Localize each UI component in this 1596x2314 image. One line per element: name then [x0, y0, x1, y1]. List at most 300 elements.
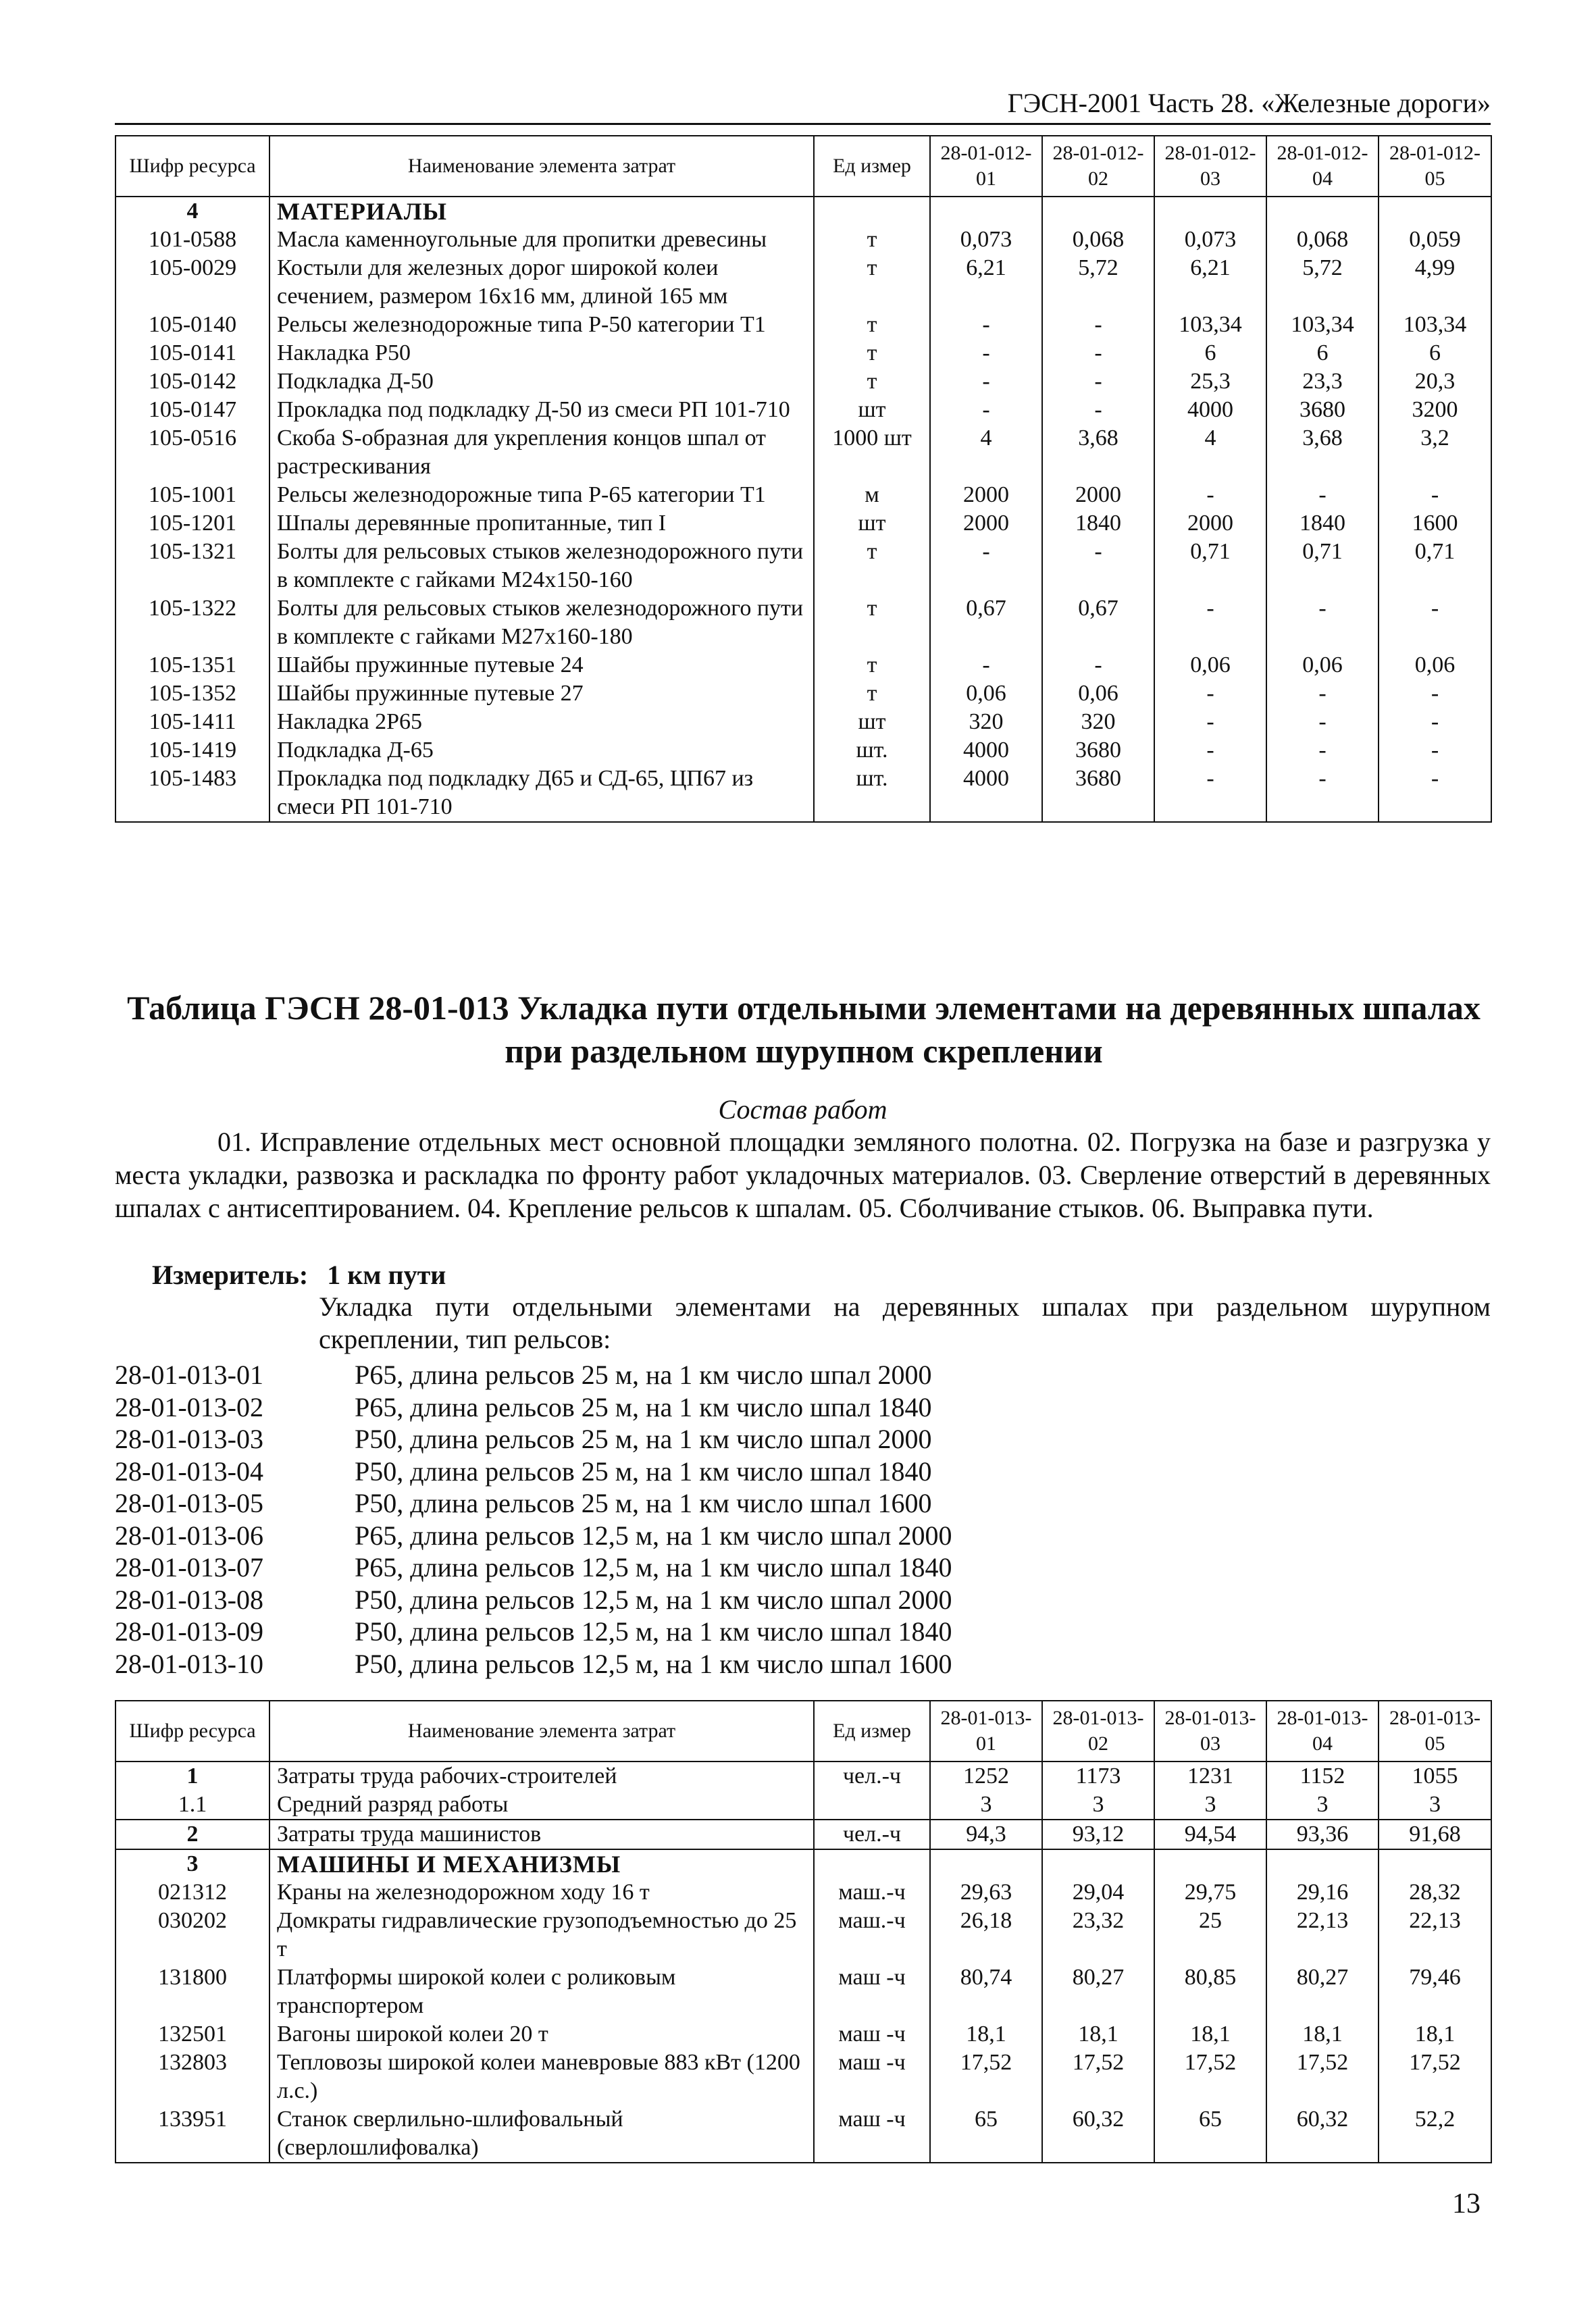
variant-row	[115, 1648, 1491, 1680]
norm-value: 6,21	[930, 254, 1042, 311]
norm-value: -	[1154, 679, 1266, 708]
unit: шт.	[814, 765, 930, 822]
table-row	[115, 311, 1491, 339]
norm-value: 6	[1266, 339, 1379, 367]
unit: шт	[814, 396, 930, 424]
resource-code: 105-0516	[115, 424, 269, 481]
labor-machines-table	[115, 1700, 1492, 2163]
table-row	[115, 1907, 1491, 1963]
norm-value: 25,3	[1154, 367, 1266, 396]
norm-value: 93,36	[1266, 1820, 1379, 1849]
cost-element-name: Подкладка Д-50	[269, 367, 814, 396]
table-row	[115, 538, 1491, 594]
unit: шт	[814, 708, 930, 736]
norm-value: 1173	[1042, 1762, 1154, 1791]
norm-value: -	[1154, 736, 1266, 765]
norm-value: -	[1379, 765, 1491, 822]
unit: шт	[814, 509, 930, 538]
table-row	[115, 2049, 1491, 2105]
cost-element-name: Прокладка под подкладку Д65 и СД-65, ЦП67 из смеси РП 101-710	[269, 765, 814, 822]
table-row	[115, 1820, 1491, 1849]
variant-row	[115, 1423, 1491, 1456]
norm-value: 5,72	[1266, 254, 1379, 311]
variants-intro: Укладка пути отдельными элементами на деревянных шпалах при раздельном шурупном скреплении, тип рельсов:	[319, 1291, 1491, 1354]
norm-value	[1042, 197, 1154, 226]
variant-description: Р50, длина рельсов 12,5 м, на 1 км число шпал 1600	[355, 1648, 952, 1679]
column-header: 28-01-012-02	[1042, 136, 1154, 197]
norm-value: 80,27	[1042, 1963, 1154, 2020]
unit: 1000 шт	[814, 424, 930, 481]
column-header: 28-01-013-02	[1042, 1701, 1154, 1762]
variant-code: 28-01-013-09	[115, 1616, 263, 1647]
cost-element-name: Рельсы железнодорожные типа Р-65 категории Т1	[269, 481, 814, 509]
cost-element-name: Болты для рельсовых стыков железнодорожного пути в комплекте с гайками М27х160-180	[269, 594, 814, 651]
norm-value: -	[1154, 594, 1266, 651]
norm-value: 0,71	[1266, 538, 1379, 594]
table-row	[115, 2105, 1491, 2163]
norm-value: 4	[930, 424, 1042, 481]
unit: т	[814, 339, 930, 367]
variant-row	[115, 1616, 1491, 1648]
cost-element-name: Шпалы деревянные пропитанные, тип I	[269, 509, 814, 538]
unit: т	[814, 367, 930, 396]
table-row	[115, 396, 1491, 424]
column-header: Ед измер	[814, 136, 930, 197]
unit: чел.-ч	[814, 1762, 930, 1791]
norm-value: 4000	[930, 765, 1042, 822]
table-row	[115, 481, 1491, 509]
norm-value: 0,06	[930, 679, 1042, 708]
norm-value: 17,52	[1042, 2049, 1154, 2105]
composition-text: 01. Исправление отдельных мест основной площадки земляного полотна. 02. Погрузка на базе и разгрузка у места укладки, развозка и раскладка по фронту работ укладочных материалов. 03. Сверление отверстий в деревянных шпалах с антисептированием. 04. Крепление рельсов к шпалам. 05. Сболчивание стыков. 06. Выправка пути.	[115, 1127, 1491, 1223]
measure-label: Измеритель:	[152, 1260, 309, 1290]
norm-value: 22,13	[1266, 1907, 1379, 1963]
norm-value	[1266, 1849, 1379, 1878]
cost-element-name: Краны на железнодорожном ходу 16 т	[269, 1878, 814, 1907]
norm-value: -	[1154, 708, 1266, 736]
variant-description: Р65, длина рельсов 12,5 м, на 1 км число шпал 2000	[355, 1520, 952, 1551]
norm-value: 0,068	[1042, 226, 1154, 254]
norm-value: 4,99	[1379, 254, 1491, 311]
cost-element-name: Тепловозы широкой колеи маневровые 883 кВт (1200 л.с.)	[269, 2049, 814, 2105]
norm-value: 1252	[930, 1762, 1042, 1791]
norm-value: 6,21	[1154, 254, 1266, 311]
norm-value: 25	[1154, 1907, 1266, 1963]
cost-element-name: Накладка Р50	[269, 339, 814, 367]
norm-value: 18,1	[1266, 2020, 1379, 2049]
header-rule	[115, 123, 1491, 125]
norm-value: 103,34	[1379, 311, 1491, 339]
resource-code: 105-0029	[115, 254, 269, 311]
variants-list	[115, 1359, 1491, 1680]
norm-value: -	[1154, 481, 1266, 509]
norm-value: 0,06	[1379, 651, 1491, 679]
resource-code: 105-1351	[115, 651, 269, 679]
unit: маш -ч	[814, 2020, 930, 2049]
column-header: Шифр ресурса	[115, 1701, 269, 1762]
variant-description: Р50, длина рельсов 12,5 м, на 1 км число шпал 2000	[355, 1584, 952, 1615]
cost-element-name: Станок сверлильно-шлифовальный (сверлошлифовалка)	[269, 2105, 814, 2163]
norm-value: -	[1042, 396, 1154, 424]
unit: т	[814, 538, 930, 594]
norm-value: 320	[930, 708, 1042, 736]
resource-code: 105-1001	[115, 481, 269, 509]
column-header: 28-01-012-03	[1154, 136, 1266, 197]
norm-value: 0,068	[1266, 226, 1379, 254]
variant-description: Р50, длина рельсов 25 м, на 1 км число шпал 1840	[355, 1456, 932, 1487]
norm-value: -	[1379, 736, 1491, 765]
norm-value: 3680	[1042, 765, 1154, 822]
column-header: Наименование элемента затрат	[269, 1701, 814, 1762]
cost-element-name: Скоба S-образная для укрепления концов шпал от растрескивания	[269, 424, 814, 481]
norm-value: 3,2	[1379, 424, 1491, 481]
norm-value: 80,85	[1154, 1963, 1266, 2020]
norm-value: 22,13	[1379, 1907, 1491, 1963]
norm-value: -	[1042, 651, 1154, 679]
norm-value: 0,073	[930, 226, 1042, 254]
resource-code: 105-1201	[115, 509, 269, 538]
norm-value: 2000	[1154, 509, 1266, 538]
norm-value: -	[930, 339, 1042, 367]
resource-code: 105-0142	[115, 367, 269, 396]
cost-element-name: Масла каменноугольные для пропитки древесины	[269, 226, 814, 254]
norm-value: 94,54	[1154, 1820, 1266, 1849]
cost-element-name: Рельсы железнодорожные типа Р-50 категории Т1	[269, 311, 814, 339]
table-row	[115, 708, 1491, 736]
norm-value	[930, 1849, 1042, 1878]
norm-value: 2000	[1042, 481, 1154, 509]
cost-element-name: Затраты труда рабочих-строителей	[269, 1762, 814, 1791]
table-row	[115, 367, 1491, 396]
norm-value: 0,06	[1042, 679, 1154, 708]
norm-value: -	[1266, 765, 1379, 822]
table-row	[115, 594, 1491, 651]
variant-code: 28-01-013-01	[115, 1360, 263, 1390]
cost-element-name: Платформы широкой колеи с роликовым транспортером	[269, 1963, 814, 2020]
table-title: Таблица ГЭСН 28-01-013 Укладка пути отдельными элементами на деревянных шпалах при раздельном шурупном скреплении	[127, 989, 1481, 1070]
norm-value: -	[1042, 367, 1154, 396]
resource-code: 132803	[115, 2049, 269, 2105]
norm-value: 3,68	[1266, 424, 1379, 481]
resource-code: 132501	[115, 2020, 269, 2049]
norm-value: 17,52	[1266, 2049, 1379, 2105]
norm-value: 6	[1154, 339, 1266, 367]
norm-value: 29,16	[1266, 1878, 1379, 1907]
norm-value: -	[930, 538, 1042, 594]
variant-row	[115, 1487, 1491, 1520]
column-header: Наименование элемента затрат	[269, 136, 814, 197]
variant-description: Р50, длина рельсов 12,5 м, на 1 км число шпал 1840	[355, 1616, 952, 1647]
resource-code: 1.1	[115, 1791, 269, 1820]
cost-element-name: Прокладка под подкладку Д-50 из смеси РП 101-710	[269, 396, 814, 424]
norm-value: 18,1	[1154, 2020, 1266, 2049]
table-row	[115, 254, 1491, 311]
norm-value: 4	[1154, 424, 1266, 481]
unit: маш.-ч	[814, 1907, 930, 1963]
norm-value: 1055	[1379, 1762, 1491, 1791]
norm-value: 60,32	[1042, 2105, 1154, 2163]
norm-value: -	[930, 396, 1042, 424]
table-header-row	[115, 1701, 1491, 1762]
column-header: Ед измер	[814, 1701, 930, 1762]
norm-value: 20,3	[1379, 367, 1491, 396]
norm-value: 3	[930, 1791, 1042, 1820]
norm-value: 17,52	[930, 2049, 1042, 2105]
table-row	[115, 651, 1491, 679]
resource-code: 101-0588	[115, 226, 269, 254]
norm-value: 0,71	[1379, 538, 1491, 594]
variant-row	[115, 1456, 1491, 1488]
measure-unit	[152, 1258, 465, 1292]
norm-value: -	[1042, 339, 1154, 367]
norm-value: 4000	[930, 736, 1042, 765]
norm-value: 94,3	[930, 1820, 1042, 1849]
norm-value: 3200	[1379, 396, 1491, 424]
column-header: 28-01-013-04	[1266, 1701, 1379, 1762]
norm-value: -	[930, 651, 1042, 679]
cost-element-name: Шайбы пружинные путевые 27	[269, 679, 814, 708]
unit	[814, 1791, 930, 1820]
norm-value: 3	[1154, 1791, 1266, 1820]
variant-code: 28-01-013-10	[115, 1648, 263, 1679]
table-row	[115, 509, 1491, 538]
variant-row	[115, 1359, 1491, 1391]
norm-value: 320	[1042, 708, 1154, 736]
norm-value: 3680	[1266, 396, 1379, 424]
norm-value: 103,34	[1266, 311, 1379, 339]
cost-element-name: МАШИНЫ И МЕХАНИЗМЫ	[269, 1849, 814, 1878]
norm-value: -	[1266, 736, 1379, 765]
unit: т	[814, 651, 930, 679]
cost-element-name: Болты для рельсовых стыков железнодорожного пути в комплекте с гайками М24х150-160	[269, 538, 814, 594]
measure-value: 1 км пути	[327, 1260, 446, 1290]
composition-heading: Состав работ	[718, 1094, 887, 1125]
norm-value: 29,63	[930, 1878, 1042, 1907]
table-row	[115, 679, 1491, 708]
norm-value	[1154, 1849, 1266, 1878]
cost-element-name: Затраты труда машинистов	[269, 1820, 814, 1849]
variant-code: 28-01-013-06	[115, 1520, 263, 1551]
column-header: 28-01-013-01	[930, 1701, 1042, 1762]
norm-value: 1840	[1266, 509, 1379, 538]
variant-row	[115, 1520, 1491, 1552]
unit: маш -ч	[814, 2049, 930, 2105]
resource-code: 105-1321	[115, 538, 269, 594]
norm-value: 6	[1379, 339, 1491, 367]
variant-description: Р50, длина рельсов 25 м, на 1 км число шпал 1600	[355, 1488, 932, 1518]
norm-value: 1840	[1042, 509, 1154, 538]
resource-code: 105-1411	[115, 708, 269, 736]
norm-value: 3,68	[1042, 424, 1154, 481]
column-header: 28-01-012-04	[1266, 136, 1379, 197]
unit: маш -ч	[814, 1963, 930, 2020]
norm-value: 65	[930, 2105, 1042, 2163]
norm-value: 91,68	[1379, 1820, 1491, 1849]
table-row	[115, 226, 1491, 254]
norm-value: 29,75	[1154, 1878, 1266, 1907]
norm-value: 0,67	[930, 594, 1042, 651]
resource-code: 131800	[115, 1963, 269, 2020]
resource-code: 105-0147	[115, 396, 269, 424]
norm-value: 23,3	[1266, 367, 1379, 396]
norm-value: 1600	[1379, 509, 1491, 538]
norm-value: 5,72	[1042, 254, 1154, 311]
norm-value: 18,1	[1042, 2020, 1154, 2049]
norm-value: 4000	[1154, 396, 1266, 424]
norm-value: -	[1266, 708, 1379, 736]
table-row	[115, 1762, 1491, 1791]
norm-value: 26,18	[930, 1907, 1042, 1963]
norm-value: -	[1266, 481, 1379, 509]
norm-value	[1266, 197, 1379, 226]
unit: шт.	[814, 736, 930, 765]
table-row	[115, 1963, 1491, 2020]
norm-value: -	[1379, 679, 1491, 708]
unit: т	[814, 311, 930, 339]
unit: маш -ч	[814, 2105, 930, 2163]
cost-element-name: Домкраты гидравлические грузоподъемностью до 25 т	[269, 1907, 814, 1963]
column-header: 28-01-013-03	[1154, 1701, 1266, 1762]
norm-value: 52,2	[1379, 2105, 1491, 2163]
norm-value: 2000	[930, 481, 1042, 509]
column-header: 28-01-013-05	[1379, 1701, 1491, 1762]
resource-code: 105-1483	[115, 765, 269, 822]
running-header: ГЭСН-2001 Часть 28. «Железные дороги»	[1007, 88, 1491, 118]
norm-value: 65	[1154, 2105, 1266, 2163]
table-row	[115, 765, 1491, 822]
norm-value: 2000	[930, 509, 1042, 538]
norm-value: -	[1154, 765, 1266, 822]
materials-table	[115, 135, 1492, 823]
unit: т	[814, 594, 930, 651]
norm-value: 103,34	[1154, 311, 1266, 339]
norm-value: 0,67	[1042, 594, 1154, 651]
norm-value: 0,06	[1266, 651, 1379, 679]
resource-code: 105-1322	[115, 594, 269, 651]
norm-value	[1379, 197, 1491, 226]
column-header: 28-01-012-01	[930, 136, 1042, 197]
variant-description: Р50, длина рельсов 25 м, на 1 км число шпал 2000	[355, 1424, 932, 1454]
variant-description: Р65, длина рельсов 25 м, на 1 км число шпал 1840	[355, 1391, 932, 1422]
cost-element-name: Накладка 2Р65	[269, 708, 814, 736]
resource-code: 4	[115, 197, 269, 226]
norm-value: -	[930, 311, 1042, 339]
variant-code: 28-01-013-05	[115, 1488, 263, 1518]
variant-code: 28-01-013-03	[115, 1424, 263, 1454]
norm-value	[930, 197, 1042, 226]
unit	[814, 197, 930, 226]
norm-value: 60,32	[1266, 2105, 1379, 2163]
cost-element-name: Вагоны широкой колеи 20 т	[269, 2020, 814, 2049]
norm-value: 80,74	[930, 1963, 1042, 2020]
norm-value: -	[1379, 594, 1491, 651]
norm-value: -	[1379, 481, 1491, 509]
norm-value	[1042, 1849, 1154, 1878]
norm-value: 0,059	[1379, 226, 1491, 254]
table-row	[115, 424, 1491, 481]
page-number: 13	[1452, 2188, 1481, 2219]
resource-code: 105-0140	[115, 311, 269, 339]
table-row	[115, 736, 1491, 765]
norm-value: 3	[1042, 1791, 1154, 1820]
unit	[814, 1849, 930, 1878]
unit: чел.-ч	[814, 1820, 930, 1849]
variant-row	[115, 1551, 1491, 1584]
norm-value: 17,52	[1379, 2049, 1491, 2105]
variant-code: 28-01-013-04	[115, 1456, 263, 1487]
unit: м	[814, 481, 930, 509]
norm-value: -	[1266, 679, 1379, 708]
variant-description: Р65, длина рельсов 12,5 м, на 1 км число шпал 1840	[355, 1552, 952, 1583]
norm-value: -	[1266, 594, 1379, 651]
resource-code: 105-1352	[115, 679, 269, 708]
norm-value: 28,32	[1379, 1878, 1491, 1907]
cost-element-name: Средний разряд работы	[269, 1791, 814, 1820]
norm-value: -	[1042, 311, 1154, 339]
norm-value: 3	[1379, 1791, 1491, 1820]
cost-element-name: Костыли для железных дорог широкой колеи сечением, размером 16х16 мм, длиной 165 мм	[269, 254, 814, 311]
resource-code: 021312	[115, 1878, 269, 1907]
norm-value: 3680	[1042, 736, 1154, 765]
norm-value: 0,073	[1154, 226, 1266, 254]
variant-row	[115, 1391, 1491, 1424]
norm-value: 0,06	[1154, 651, 1266, 679]
norm-value: -	[1379, 708, 1491, 736]
resource-code: 030202	[115, 1907, 269, 1963]
variant-description: Р65, длина рельсов 25 м, на 1 км число шпал 2000	[355, 1360, 932, 1390]
section-row	[115, 197, 1491, 226]
unit: т	[814, 226, 930, 254]
norm-value: 23,32	[1042, 1907, 1154, 1963]
table-header-row	[115, 136, 1491, 197]
norm-value	[1379, 1849, 1491, 1878]
variant-code: 28-01-013-08	[115, 1584, 263, 1615]
table-row	[115, 2020, 1491, 2049]
table-row	[115, 339, 1491, 367]
norm-value: 1152	[1266, 1762, 1379, 1791]
cost-element-name: МАТЕРИАЛЫ	[269, 197, 814, 226]
norm-value: -	[930, 367, 1042, 396]
norm-value: -	[1042, 538, 1154, 594]
resource-code: 133951	[115, 2105, 269, 2163]
norm-value: 17,52	[1154, 2049, 1266, 2105]
variant-row	[115, 1584, 1491, 1616]
norm-value	[1154, 197, 1266, 226]
resource-code: 2	[115, 1820, 269, 1849]
variant-code: 28-01-013-02	[115, 1391, 263, 1422]
norm-value: 29,04	[1042, 1878, 1154, 1907]
column-header: Шифр ресурса	[115, 136, 269, 197]
norm-value: 3	[1266, 1791, 1379, 1820]
table-row	[115, 1791, 1491, 1820]
unit: т	[814, 254, 930, 311]
unit: т	[814, 679, 930, 708]
section-row	[115, 1849, 1491, 1878]
norm-value: 93,12	[1042, 1820, 1154, 1849]
table-row	[115, 1878, 1491, 1907]
resource-code: 105-0141	[115, 339, 269, 367]
norm-value: 1231	[1154, 1762, 1266, 1791]
norm-value: 79,46	[1379, 1963, 1491, 2020]
unit: маш.-ч	[814, 1878, 930, 1907]
norm-value: 18,1	[930, 2020, 1042, 2049]
norm-value: 80,27	[1266, 1963, 1379, 2020]
cost-element-name: Подкладка Д-65	[269, 736, 814, 765]
column-header: 28-01-012-05	[1379, 136, 1491, 197]
variant-code: 28-01-013-07	[115, 1552, 263, 1583]
norm-value: 18,1	[1379, 2020, 1491, 2049]
resource-code: 105-1419	[115, 736, 269, 765]
